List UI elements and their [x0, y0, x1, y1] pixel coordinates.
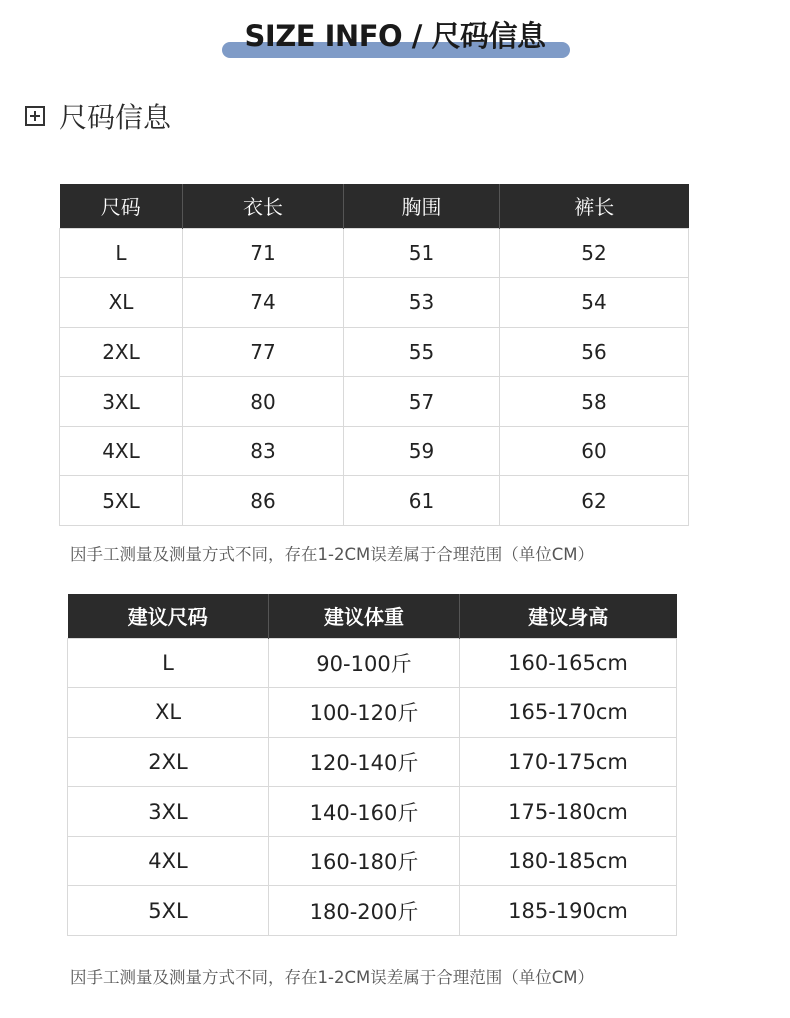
table-row	[60, 377, 689, 427]
header-pants-length: 裤长	[500, 184, 689, 228]
cell-height: 175-180cm	[460, 787, 677, 837]
table-row	[60, 426, 689, 476]
table-row	[68, 836, 677, 886]
measurement-note: 因手工测量及测量方式不同，存在1-2CM误差属于合理范围（单位CM）	[70, 545, 594, 564]
table-row	[68, 886, 677, 936]
header-recommended-size: 建议尺码	[68, 594, 269, 638]
cell-size: XL	[68, 688, 269, 738]
banner-title: SIZE INFO / 尺码信息	[244, 19, 546, 53]
table-row	[60, 228, 689, 278]
cell-length: 86	[183, 476, 344, 526]
cell-size: L	[68, 638, 269, 688]
table-row	[60, 278, 689, 328]
table-row	[68, 787, 677, 837]
cell-length: 71	[183, 228, 344, 278]
cell-size: 5XL	[60, 476, 183, 526]
header-chest: 胸围	[344, 184, 500, 228]
header-recommended-height: 建议身高	[460, 594, 677, 638]
cell-pants-length: 52	[500, 228, 689, 278]
cell-length: 77	[183, 327, 344, 377]
cell-pants-length: 54	[500, 278, 689, 328]
cell-length: 74	[183, 278, 344, 328]
measurement-note: 因手工测量及测量方式不同，存在1-2CM误差属于合理范围（单位CM）	[70, 968, 594, 987]
section-title: 尺码信息	[59, 101, 172, 134]
cell-height: 170-175cm	[460, 737, 677, 787]
cell-pants-length: 58	[500, 377, 689, 427]
cell-chest: 53	[344, 278, 500, 328]
cell-height: 165-170cm	[460, 688, 677, 738]
table-row	[68, 638, 677, 688]
cell-chest: 57	[344, 377, 500, 427]
cell-size: 4XL	[60, 426, 183, 476]
header-recommended-weight: 建议体重	[269, 594, 460, 638]
cell-size: 3XL	[68, 787, 269, 837]
cell-size: XL	[60, 278, 183, 328]
cell-size: 5XL	[68, 886, 269, 936]
cell-length: 83	[183, 426, 344, 476]
cell-size: 2XL	[60, 327, 183, 377]
cell-weight: 120-140斤	[269, 737, 460, 787]
banner	[0, 0, 790, 70]
cell-weight: 140-160斤	[269, 787, 460, 837]
cell-height: 160-165cm	[460, 638, 677, 688]
cell-weight: 160-180斤	[269, 836, 460, 886]
cell-weight: 100-120斤	[269, 688, 460, 738]
cell-chest: 51	[344, 228, 500, 278]
cell-length: 80	[183, 377, 344, 427]
cell-chest: 55	[344, 327, 500, 377]
size-table-header-row	[60, 184, 689, 228]
cell-size: 3XL	[60, 377, 183, 427]
cell-size: 4XL	[68, 836, 269, 886]
section-header	[25, 96, 171, 136]
cell-size: L	[60, 228, 183, 278]
plus-square-icon	[25, 106, 45, 126]
cell-size: 2XL	[68, 737, 269, 787]
cell-chest: 61	[344, 476, 500, 526]
cell-weight: 180-200斤	[269, 886, 460, 936]
cell-chest: 59	[344, 426, 500, 476]
cell-height: 185-190cm	[460, 886, 677, 936]
table-row	[68, 688, 677, 738]
table-row	[68, 737, 677, 787]
size-table	[59, 184, 689, 526]
table-row	[60, 327, 689, 377]
cell-height: 180-185cm	[460, 836, 677, 886]
cell-pants-length: 62	[500, 476, 689, 526]
recommendation-table	[67, 594, 677, 936]
cell-pants-length: 56	[500, 327, 689, 377]
header-size: 尺码	[60, 184, 183, 228]
table-row	[60, 476, 689, 526]
cell-weight: 90-100斤	[269, 638, 460, 688]
header-length: 衣长	[183, 184, 344, 228]
recommendation-table-header-row	[68, 594, 677, 638]
cell-pants-length: 60	[500, 426, 689, 476]
